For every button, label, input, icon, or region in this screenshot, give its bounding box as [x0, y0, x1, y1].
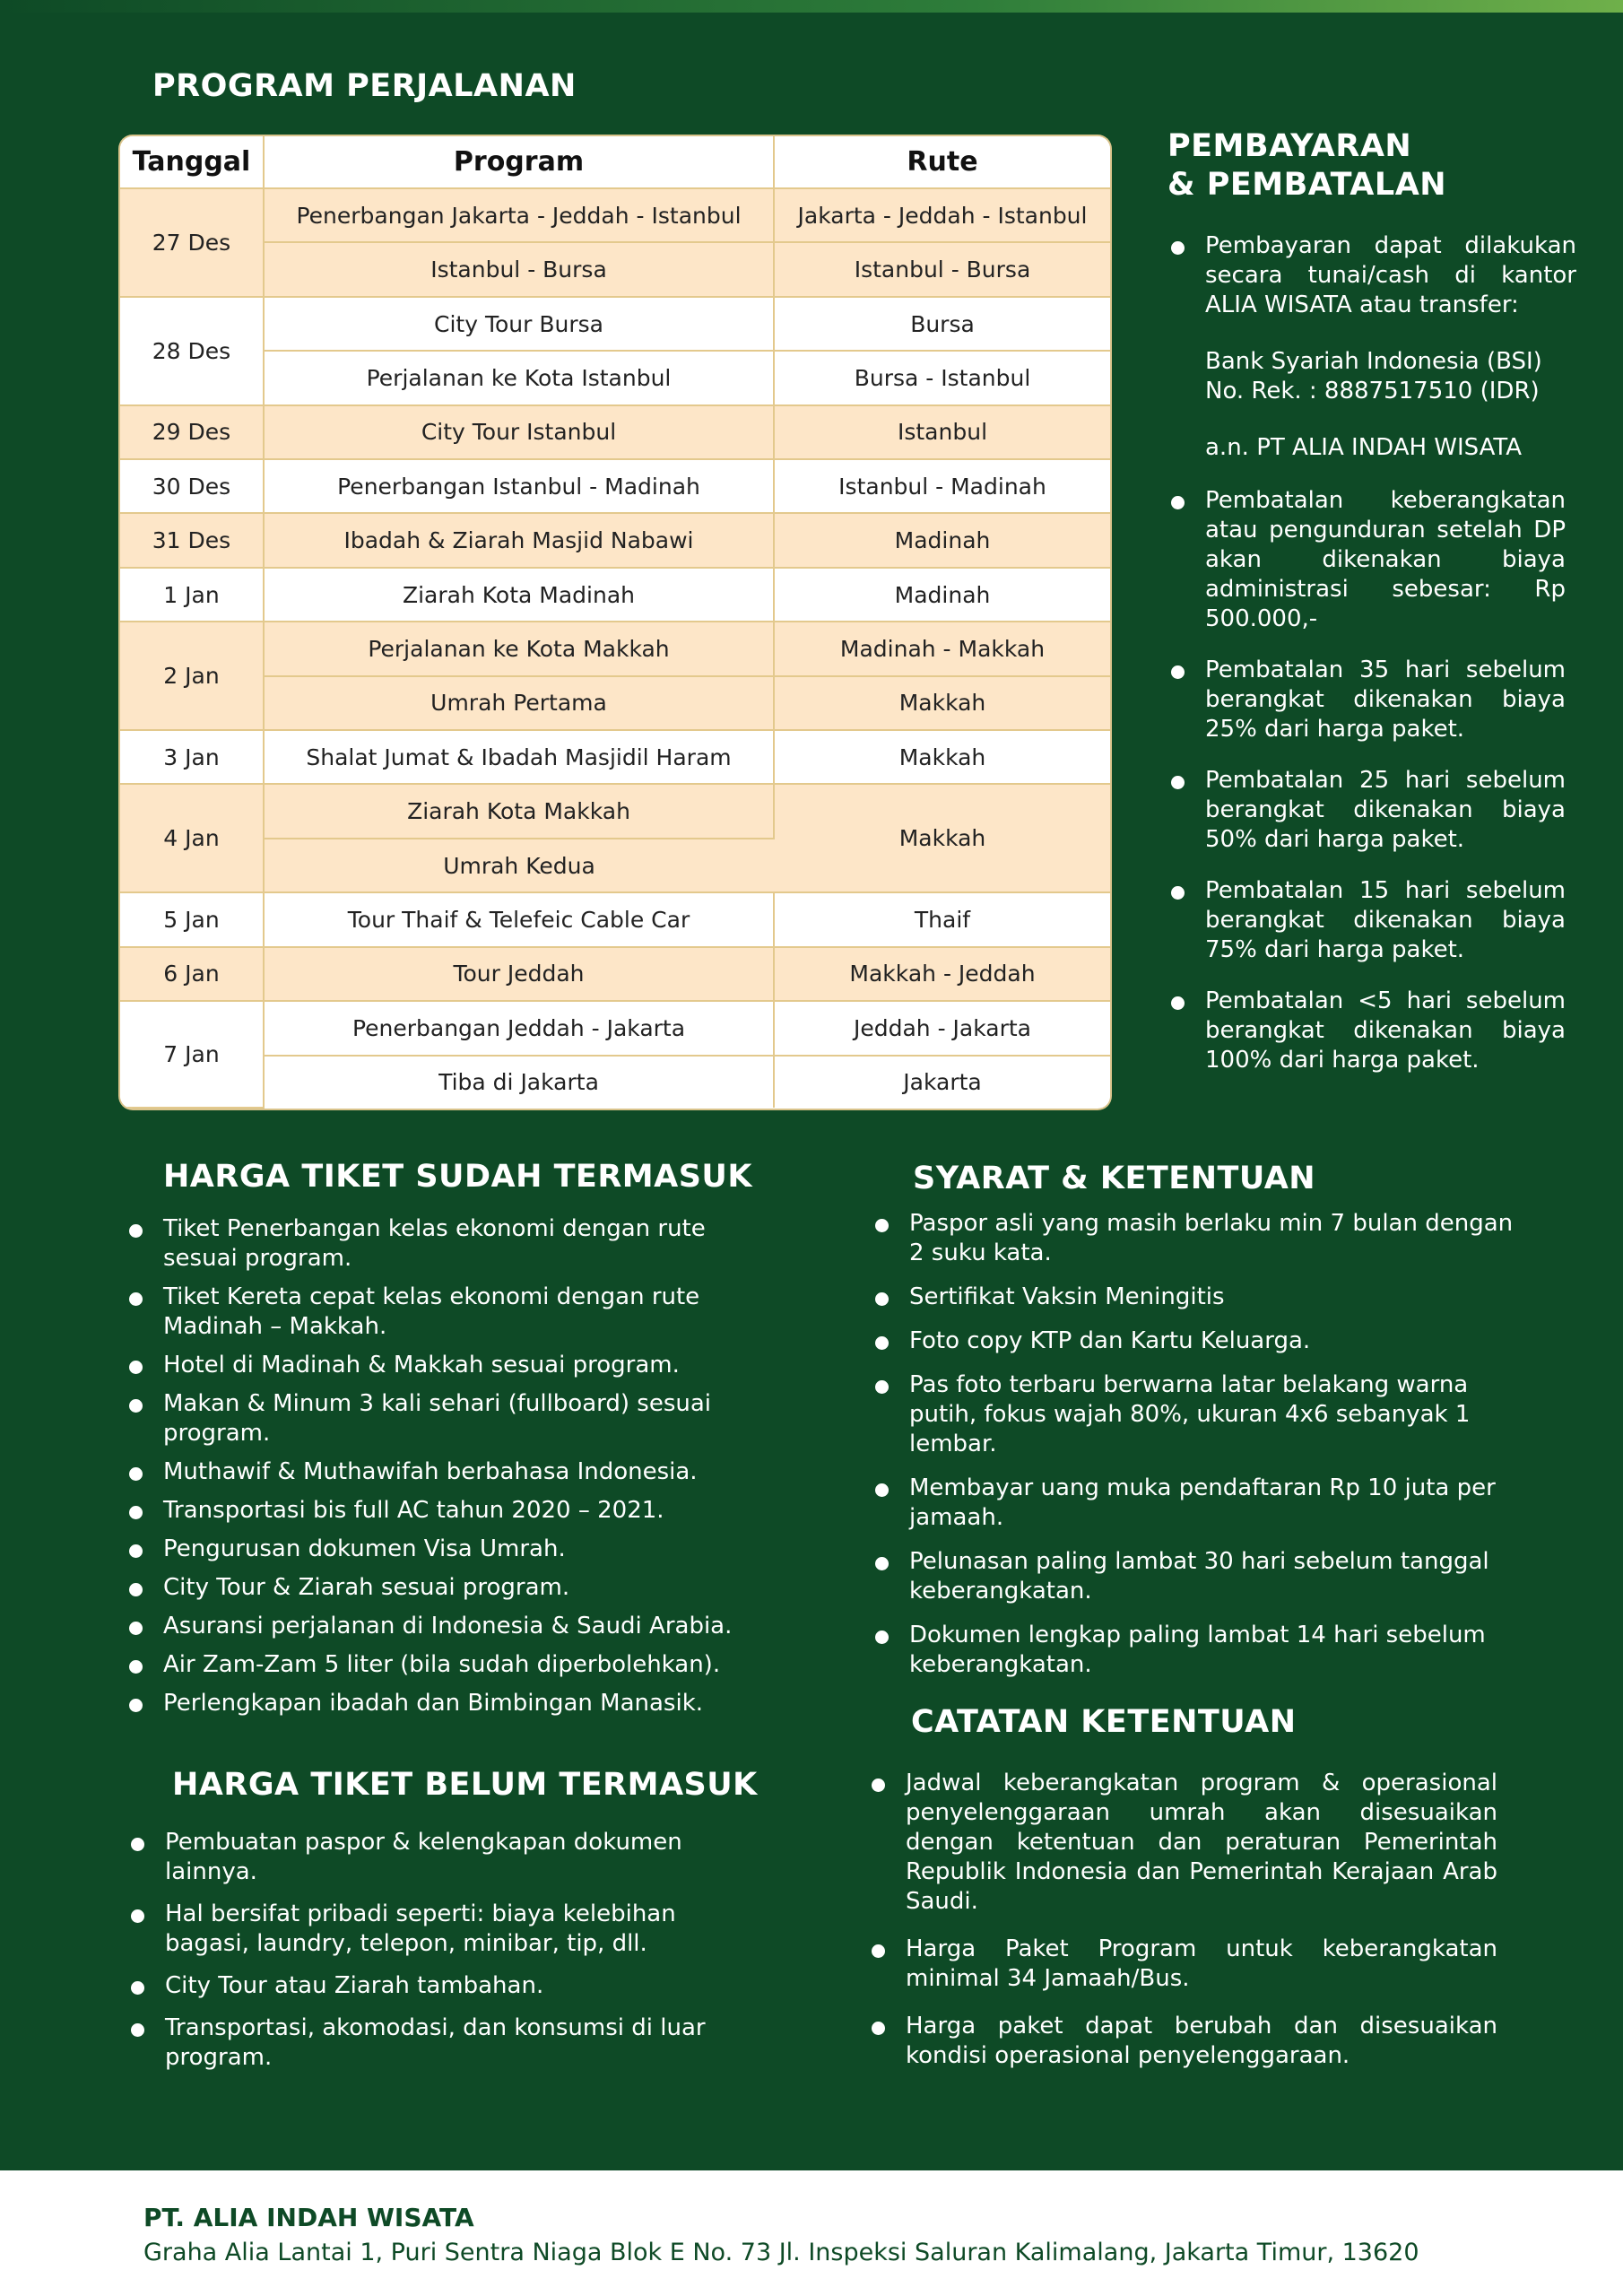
- top-gradient-bar: [0, 0, 1623, 13]
- account-name: a.n. PT ALIA INDAH WISATA: [1205, 434, 1523, 461]
- payment-item: [1167, 656, 1566, 744]
- itinerary-route: Istanbul - Bursa: [774, 242, 1110, 296]
- itinerary-program: Perjalanan ke Kota Istanbul: [264, 351, 774, 404]
- terms-list: [872, 1209, 1517, 1694]
- notes-list: [868, 1769, 1497, 2089]
- itinerary-program: Tour Thaif & Telefeic Cable Car: [264, 892, 774, 946]
- excluded-item-text: Hal bersifat pribadi seperti: biaya kelebihan bagasi, laundry, telepon, minibar, tip, dll.: [165, 1900, 676, 1957]
- itinerary-route: Makkah: [774, 730, 1110, 784]
- excluded-item-text: Transportasi, akomodasi, dan konsumsi di luar program.: [165, 2014, 706, 2071]
- payment-title: [1167, 127, 1446, 204]
- itinerary-route: Madinah: [774, 568, 1110, 622]
- itinerary-row: [120, 622, 1110, 675]
- itinerary-row: [120, 892, 1110, 946]
- itinerary-program: Ziarah Kota Madinah: [264, 568, 774, 622]
- col-header-route: Rute: [774, 136, 1110, 188]
- excluded-item-text: Pembuatan paspor & kelengkapan dokumen lainnya.: [165, 1829, 682, 1885]
- included-item: [126, 1650, 771, 1680]
- notes-item-text: Jadwal keberangkatan program & operasional penyelenggaraan umrah akan disesuaikan dengan ketentuan dan peraturan Pemerintah Republik Indonesia dan Pemerintah Kerajaan Arab Saudi.: [906, 1770, 1497, 1915]
- terms-item: [872, 1547, 1517, 1606]
- excluded-item: [127, 1828, 755, 1887]
- itinerary-program: Penerbangan Jakarta - Jeddah - Istanbul: [264, 188, 774, 242]
- notes-item: [868, 2012, 1497, 2071]
- itinerary-date: 1 Jan: [120, 568, 264, 622]
- itinerary-row: [120, 1001, 1110, 1055]
- included-item: [126, 1283, 771, 1342]
- itinerary-table: [120, 136, 1110, 1109]
- itinerary-route: Istanbul: [774, 405, 1110, 459]
- notes-item: [868, 1935, 1497, 1994]
- itinerary-route: Jeddah - Jakarta: [774, 1001, 1110, 1055]
- itinerary-program: Ziarah Kota Makkah: [264, 784, 774, 838]
- payment-item-text: Pembatalan 35 hari sebelum berangkat dikenakan biaya 25% dari harga paket.: [1205, 657, 1566, 743]
- terms-item-text: Pelunasan paling lambat 30 hari sebelum tanggal keberangkatan.: [909, 1548, 1489, 1605]
- footer: [0, 2170, 1623, 2296]
- included-item-text: City Tour & Ziarah sesuai program.: [163, 1574, 570, 1601]
- itinerary-date: 4 Jan: [120, 784, 264, 892]
- included-item-text: Tiket Penerbangan kelas ekonomi dengan rute sesuai program.: [163, 1215, 706, 1272]
- excluded-item-text: City Tour atau Ziarah tambahan.: [165, 1972, 544, 1999]
- itinerary-date: 30 Des: [120, 459, 264, 513]
- included-item-text: Pengurusan dokumen Visa Umrah.: [163, 1535, 566, 1562]
- terms-item: [872, 1283, 1517, 1312]
- itinerary-route: Bursa - Istanbul: [774, 351, 1110, 404]
- terms-item: [872, 1621, 1517, 1680]
- terms-item-text: Pas foto terbaru berwarna latar belakang warna putih, fokus wajah 80%, ukuran 4x6 sebanyak 1 lembar.: [909, 1371, 1471, 1457]
- included-item-text: Air Zam-Zam 5 liter (bila sudah diperbolehkan).: [163, 1651, 721, 1678]
- terms-item-text: Paspor asli yang masih berlaku min 7 bulan dengan 2 suku kata.: [909, 1210, 1514, 1266]
- terms-item: [872, 1474, 1517, 1533]
- payment-item-text: Pembatalan 25 hari sebelum berangkat dikenakan biaya 50% dari harga paket.: [1205, 767, 1566, 853]
- payment-title-line1: PEMBAYARAN: [1167, 128, 1412, 164]
- itinerary-row: [120, 568, 1110, 622]
- terms-item-text: Dokumen lengkap paling lambat 14 hari sebelum keberangkatan.: [909, 1622, 1486, 1678]
- included-list: [126, 1214, 771, 1727]
- itinerary-row: [120, 1056, 1110, 1109]
- itinerary-program: City Tour Istanbul: [264, 405, 774, 459]
- payment-item-text: Pembatalan 15 hari sebelum berangkat dikenakan biaya 75% dari harga paket.: [1205, 877, 1566, 963]
- cancellation-list: [1167, 486, 1566, 1097]
- included-item: [126, 1214, 771, 1274]
- itinerary-route: Bursa: [774, 297, 1110, 351]
- included-item-text: Makan & Minum 3 kali sehari (fullboard) sesuai program.: [163, 1390, 711, 1447]
- itinerary-row: [120, 297, 1110, 351]
- excluded-item: [127, 2013, 755, 2073]
- itinerary-route: Madinah: [774, 513, 1110, 567]
- itinerary-program: Istanbul - Bursa: [264, 242, 774, 296]
- itinerary-row: [120, 242, 1110, 296]
- itinerary-route: Makkah: [774, 784, 1110, 892]
- terms-item: [872, 1209, 1517, 1268]
- bank-account: No. Rek. : 8887517510 (IDR): [1205, 378, 1540, 404]
- payment-info-item: [1167, 231, 1576, 463]
- payment-list: [1167, 231, 1576, 463]
- itinerary-row: [120, 784, 1110, 838]
- itinerary-row: [120, 513, 1110, 567]
- terms-item-text: Sertifikat Vaksin Meningitis: [909, 1283, 1225, 1310]
- itinerary-row: [120, 351, 1110, 404]
- itinerary-program: City Tour Bursa: [264, 297, 774, 351]
- included-item: [126, 1689, 771, 1718]
- itinerary-program: Tiba di Jakarta: [264, 1056, 774, 1109]
- itinerary-date: 7 Jan: [120, 1001, 264, 1108]
- payment-item-text: Pembatalan <5 hari sebelum berangkat dikenakan biaya 100% dari harga paket.: [1205, 987, 1566, 1074]
- itinerary-program: Penerbangan Istanbul - Madinah: [264, 459, 774, 513]
- itinerary-program: Umrah Kedua: [264, 839, 774, 892]
- itinerary-route: Jakarta - Jeddah - Istanbul: [774, 188, 1110, 242]
- notes-title: CATATAN KETENTUAN: [911, 1704, 1297, 1740]
- included-item-text: Perlengkapan ibadah dan Bimbingan Manasik.: [163, 1690, 704, 1717]
- col-header-program: Program: [264, 136, 774, 188]
- itinerary-route: Jakarta: [774, 1056, 1110, 1109]
- itinerary-date: 31 Des: [120, 513, 264, 567]
- payment-item-text: Pembatalan keberangkatan atau pengunduran setelah DP akan dikenakan biaya administrasi sebesar: Rp 500.000,-: [1205, 487, 1566, 632]
- included-item: [126, 1496, 771, 1526]
- payment-item: [1167, 987, 1566, 1075]
- included-title: HARGA TIKET SUDAH TERMASUK: [163, 1159, 752, 1195]
- included-item: [126, 1389, 771, 1448]
- itinerary-program: Ibadah & Ziarah Masjid Nabawi: [264, 513, 774, 567]
- included-item-text: Asuransi perjalanan di Indonesia & Saudi Arabia.: [163, 1613, 733, 1639]
- itinerary-route: Madinah - Makkah: [774, 622, 1110, 675]
- itinerary-row: [120, 730, 1110, 784]
- terms-title: SYARAT & KETENTUAN: [913, 1161, 1316, 1196]
- payment-intro: Pembayaran dapat dilakukan secara tunai/cash di kantor ALIA WISATA atau transfer:: [1205, 232, 1576, 318]
- itinerary-route: Thaif: [774, 892, 1110, 946]
- program-title: PROGRAM PERJALANAN: [152, 68, 577, 104]
- bank-name: Bank Syariah Indonesia (BSI): [1205, 348, 1542, 375]
- payment-item: [1167, 876, 1566, 965]
- footer-address: Graha Alia Lantai 1, Puri Sentra Niaga Blok E No. 73 Jl. Inspeksi Saluran Kalimalang, Jakarta Timur, 13620: [143, 2239, 1419, 2266]
- excluded-item: [127, 1900, 755, 1959]
- payment-item: [1167, 766, 1566, 855]
- excluded-list: [127, 1828, 755, 2085]
- included-item: [126, 1612, 771, 1641]
- included-item-text: Hotel di Madinah & Makkah sesuai program.: [163, 1352, 680, 1378]
- itinerary-row: [120, 188, 1110, 242]
- itinerary-program: Shalat Jumat & Ibadah Masjidil Haram: [264, 730, 774, 784]
- included-item-text: Tiket Kereta cepat kelas ekonomi dengan rute Madinah – Makkah.: [163, 1283, 700, 1340]
- payment-item: [1167, 486, 1566, 634]
- notes-item: [868, 1769, 1497, 1917]
- itinerary-row: [120, 947, 1110, 1001]
- included-item: [126, 1351, 771, 1380]
- excluded-title: HARGA TIKET BELUM TERMASUK: [172, 1767, 758, 1803]
- itinerary-row: [120, 676, 1110, 730]
- excluded-item: [127, 1971, 755, 2001]
- itinerary-date: 5 Jan: [120, 892, 264, 946]
- itinerary-row: [120, 459, 1110, 513]
- itinerary-program: Tour Jeddah: [264, 947, 774, 1001]
- itinerary-date: 3 Jan: [120, 730, 264, 784]
- itinerary-date: 29 Des: [120, 405, 264, 459]
- included-item: [126, 1535, 771, 1564]
- itinerary-row: [120, 405, 1110, 459]
- itinerary-program: Umrah Pertama: [264, 676, 774, 730]
- included-item-text: Transportasi bis full AC tahun 2020 – 2021.: [163, 1497, 664, 1524]
- col-header-date: Tanggal: [120, 136, 264, 188]
- itinerary-route: Makkah - Jeddah: [774, 947, 1110, 1001]
- terms-item-text: Membayar uang muka pendaftaran Rp 10 juta per jamaah.: [909, 1474, 1496, 1531]
- terms-item-text: Foto copy KTP dan Kartu Keluarga.: [909, 1327, 1311, 1354]
- itinerary-program: Penerbangan Jeddah - Jakarta: [264, 1001, 774, 1055]
- terms-item: [872, 1370, 1517, 1459]
- terms-item: [872, 1326, 1517, 1356]
- itinerary-date: 27 Des: [120, 188, 264, 297]
- notes-item-text: Harga paket dapat berubah dan disesuaikan kondisi operasional penyelenggaraan.: [906, 2013, 1497, 2069]
- notes-item-text: Harga Paket Program untuk keberangkatan minimal 34 Jamaah/Bus.: [906, 1935, 1497, 1992]
- itinerary-route: Makkah: [774, 676, 1110, 730]
- payment-title-line2: & PEMBATALAN: [1167, 167, 1447, 203]
- itinerary-program: Perjalanan ke Kota Makkah: [264, 622, 774, 675]
- itinerary-route: Istanbul - Madinah: [774, 459, 1110, 513]
- itinerary-date: 28 Des: [120, 297, 264, 405]
- included-item: [126, 1457, 771, 1487]
- included-item-text: Muthawif & Muthawifah berbahasa Indonesia.: [163, 1458, 698, 1485]
- included-item: [126, 1573, 771, 1603]
- itinerary-date: 6 Jan: [120, 947, 264, 1001]
- footer-company: PT. ALIA INDAH WISATA: [143, 2203, 474, 2232]
- itinerary-date: 2 Jan: [120, 622, 264, 730]
